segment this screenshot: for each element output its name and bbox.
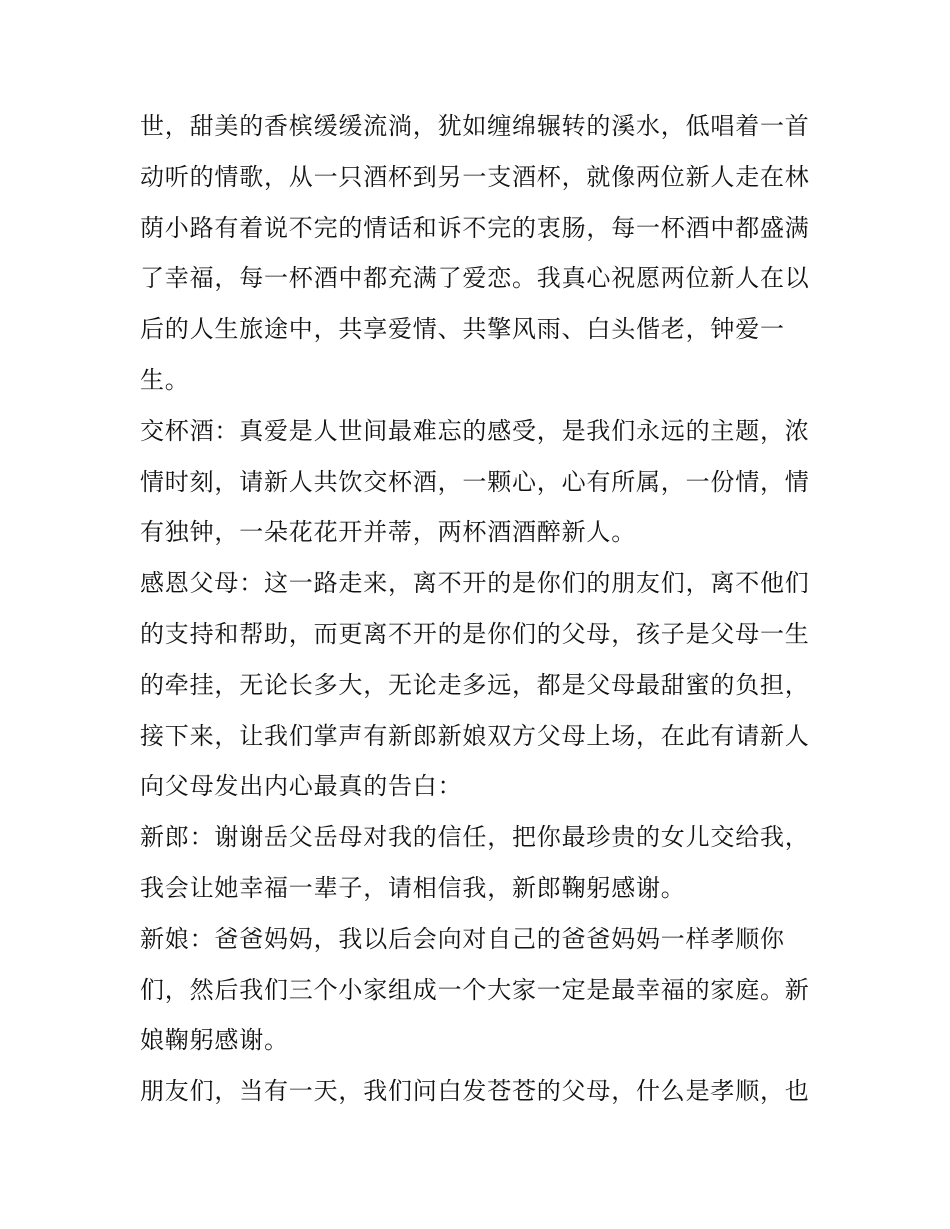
text-line: 后的人生旅途中，共享爱情、共擎风雨、白头偕老，钟爱一 <box>140 315 785 344</box>
text-line: 动听的情歌，从一只酒杯到另一支酒杯，就像两位新人走在林 <box>140 162 810 191</box>
text-line: 感恩父母：这一路走来，离不开的是你们的朋友们，离不他们 <box>140 569 810 598</box>
text-line: 有独钟，一朵花花开并蒂，两杯酒酒醉新人。 <box>140 518 636 547</box>
text-line: 新郎：谢谢岳父岳母对我的信任，把你最珍贵的女儿交给我， <box>140 823 810 852</box>
text-line: 新娘：爸爸妈妈，我以后会向对自己的爸爸妈妈一样孝顺你 <box>140 924 785 953</box>
text-line: 们，然后我们三个小家组成一个大家一定是最幸福的家庭。新 <box>140 975 810 1004</box>
document-body <box>140 101 820 1117</box>
text-line: 向父母发出内心最真的告白： <box>140 772 463 801</box>
text-line: 我会让她幸福一辈子，请相信我，新郎鞠躬感谢。 <box>140 873 686 902</box>
text-line: 荫小路有着说不完的情话和诉不完的衷肠，每一杯酒中都盛满 <box>140 213 810 242</box>
text-line: 接下来，让我们掌声有新郎新娘双方父母上场，在此有请新人 <box>140 721 810 750</box>
text-line: 生。 <box>140 365 190 394</box>
text-line: 交杯酒：真爱是人世间最难忘的感受，是我们永远的主题，浓 <box>140 416 810 445</box>
text-line: 的牵挂，无论长多大，无论走多远，都是父母最甜蜜的负担， <box>140 670 810 699</box>
text-line: 的支持和帮助，而更离不开的是你们的父母，孩子是父母一生 <box>140 619 810 648</box>
text-line: 娘鞠躬感谢。 <box>140 1026 289 1055</box>
text-line: 了幸福，每一杯酒中都充满了爱恋。我真心祝愿两位新人在以 <box>140 264 810 293</box>
text-line: 情时刻，请新人共饮交杯酒，一颗心，心有所属，一份情，情 <box>140 467 810 496</box>
text-line: 世，甜美的香槟缓缓流淌，犹如缠绵辗转的溪水，低唱着一首 <box>140 112 810 140</box>
text-line: 朋友们，当有一天，我们问白发苍苍的父母，什么是孝顺，也 <box>140 1077 810 1106</box>
